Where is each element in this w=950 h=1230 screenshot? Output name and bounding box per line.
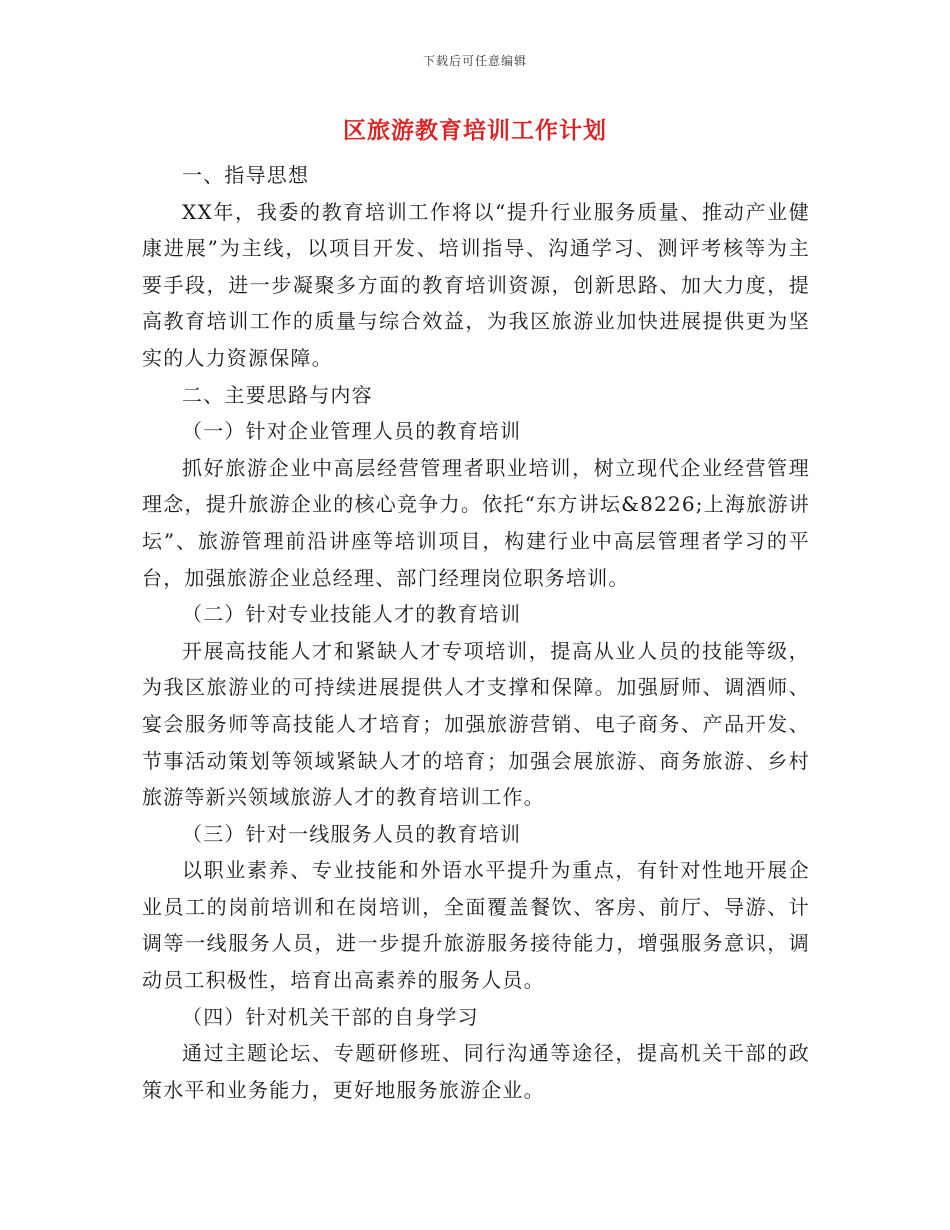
paragraph: 抓好旅游企业中高层经营管理者职业培训，树立现代企业经营管理理念，提升旅游企业的核心竞争力。依托“东方讲坛&8226;上海旅游讲坛”、旅游管理前沿讲座等培训项目，构建行业中高层管理者学习的平台，加强旅游企业总经理、部门经理岗位职务培训。: [142, 455, 810, 590]
subsection-heading: （三）针对一线服务人员的教育培训: [182, 821, 522, 846]
paragraph: 通过主题论坛、专题研修班、同行沟通等途径，提高机关干部的政策水平和业务能力，更好地服务旅游企业。: [142, 1041, 810, 1102]
document-body: [142, 157, 810, 1108]
subsection-heading: （一）针对企业管理人员的教育培训: [182, 419, 522, 444]
subsection-heading: （二）针对专业技能人才的教育培训: [182, 602, 522, 627]
header-note: 下载后可任意编辑: [422, 54, 527, 68]
subsection-heading: （四）针对机关干部的自身学习: [182, 1004, 479, 1029]
paragraph: 开展高技能人才和紧缺人才专项培训，提高从业人员的技能等级，为我区旅游业的可持续进展提供人才支撑和保障。加强厨师、调酒师、宴会服务师等高技能人才培育；加强旅游营销、电子商务、产品开发、节事活动策划等领域紧缺人才的培育；加强会展旅游、商务旅游、乡村旅游等新兴领域旅游人才的教育培训工作。: [142, 638, 810, 810]
paragraph: XX年，我委的教育培训工作将以“提升行业服务质量、推动产业健康进展”为主线，以项目开发、培训指导、沟通学习、测评考核等为主要手段，进一步凝聚多方面的教育培训资源，创新思路、加大力度，提高教育培训工作的质量与综合效益，为我区旅游业加快进展提供更为坚实的人力资源保障。: [142, 199, 810, 370]
paragraph: 以职业素养、专业技能和外语水平提升为重点，有针对性地开展企业员工的岗前培训和在岗培训，全面覆盖餐饮、客房、前厅、导游、计调等一线服务人员，进一步提升旅游服务接待能力，增强服务意识，调动员工积极性，培育出高素养的服务人员。: [142, 858, 810, 993]
section-heading: 一、指导思想: [182, 163, 310, 187]
section-heading: 二、主要思路与内容: [182, 382, 373, 407]
document-title: 区旅游教育培训工作计划: [343, 117, 607, 144]
